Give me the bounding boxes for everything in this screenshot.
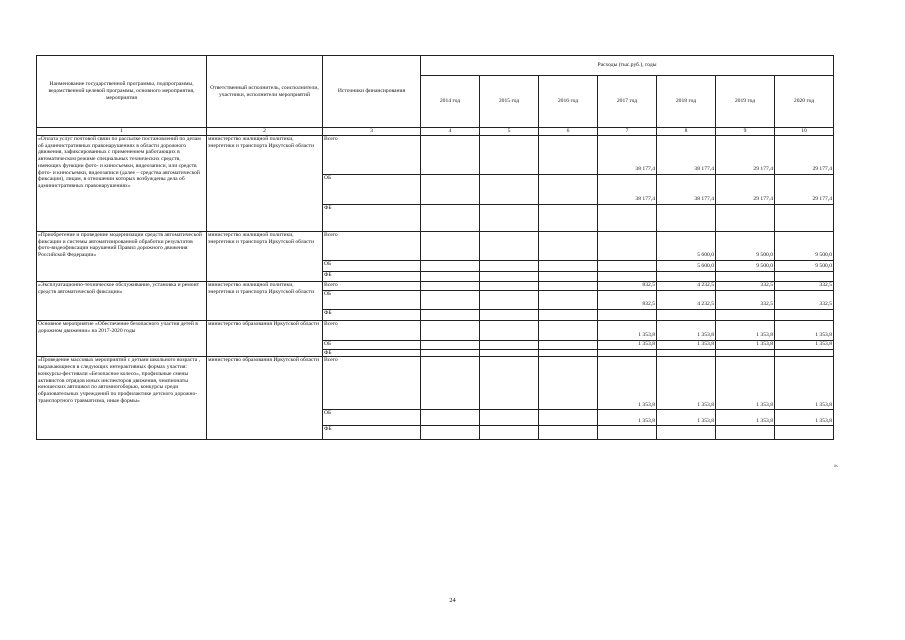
- executor-cell: министерство жилищной политики, энергетики и транспорта Иркутской области: [207, 232, 323, 282]
- amount-cell: [480, 136, 539, 175]
- amount-cell: [421, 410, 480, 426]
- amount-cell: [598, 261, 657, 272]
- header-program-name: Наименование государственной программы, подпрограммы, ведомственной целевой программы, основного мероприятия, мероприятия: [37, 56, 207, 128]
- amount-cell: [480, 272, 539, 282]
- amount-cell: 38 177,4: [657, 175, 716, 205]
- executor-cell: министерство жилищной политики, энергетики и транспорта Иркутской области: [207, 136, 323, 232]
- amount-cell: 1 353,8: [716, 357, 775, 410]
- amount-cell: [598, 310, 657, 321]
- amount-cell: [657, 205, 716, 232]
- amount-cell: [480, 175, 539, 205]
- amount-cell: [421, 272, 480, 282]
- program-name-cell: «Приобретение и проведение модернизации средств автоматической фиксации и системы автоматизированной обработки результатов фото-видеофиксации нарушений Правил дорожного движения Российской Федерации»: [37, 232, 207, 282]
- column-index: 6: [539, 128, 598, 136]
- amount-cell: [480, 321, 539, 341]
- amount-cell: 5 600,0: [657, 232, 716, 261]
- column-index: 1: [37, 128, 207, 136]
- amount-cell: 1 353,8: [775, 410, 834, 426]
- funding-source-cell: ФБ: [323, 272, 421, 282]
- program-name-cell: «Проведение массовых мероприятий с детьми школьного возраста , выражающиеся в следующих интерактивных формах участия: конкурсы-фестивали «Безопасное колесо», профильные смены активистов отрядов юных инспекторов движения, чемпионаты юношеских автошкол по автомногоборью, конкурсы среди образовательных учреждений по профилактике детского дорожно-транспортного травматизма, иные формы»: [37, 357, 207, 440]
- amount-cell: [539, 175, 598, 205]
- funding-source-cell: Всего: [323, 321, 421, 341]
- amount-cell: [539, 261, 598, 272]
- amount-cell: 1 353,8: [657, 357, 716, 410]
- amount-cell: 332,5: [716, 282, 775, 291]
- amount-cell: [421, 357, 480, 410]
- budget-table: [36, 55, 834, 440]
- amount-cell: [539, 232, 598, 261]
- amount-cell: [480, 357, 539, 410]
- amount-cell: [598, 349, 657, 357]
- amount-cell: 1 353,8: [598, 341, 657, 350]
- funding-source-cell: Всего: [323, 136, 421, 175]
- funding-source-cell: ОБ: [323, 341, 421, 350]
- amount-cell: [480, 291, 539, 310]
- header-year: 2019 год: [716, 76, 775, 128]
- amount-cell: 1 353,8: [775, 341, 834, 350]
- amount-cell: 38 177,4: [598, 136, 657, 175]
- amount-cell: [480, 261, 539, 272]
- column-index: 9: [716, 128, 775, 136]
- program-name-cell: Основное мероприятие «Обеспечение безопасного участия детей в дорожном движении» на 2017-2020 годы: [37, 321, 207, 357]
- amount-cell: [775, 426, 834, 440]
- amount-cell: [421, 341, 480, 350]
- amount-cell: [716, 310, 775, 321]
- amount-cell: 1 353,8: [657, 410, 716, 426]
- funding-source-cell: ОБ: [323, 291, 421, 310]
- amount-cell: [775, 310, 834, 321]
- amount-cell: 832,5: [598, 282, 657, 291]
- amount-cell: 1 353,8: [657, 341, 716, 350]
- amount-cell: 9 500,0: [775, 232, 834, 261]
- funding-source-cell: ОБ: [323, 175, 421, 205]
- amount-cell: [480, 310, 539, 321]
- amount-cell: [539, 136, 598, 175]
- executor-cell: министерство образования Иркутской области: [207, 357, 323, 440]
- amount-cell: 1 353,8: [598, 321, 657, 341]
- amount-cell: 5 600,0: [657, 261, 716, 272]
- amount-cell: [421, 205, 480, 232]
- executor-cell: министерство образования Иркутской области: [207, 321, 323, 357]
- amount-cell: 1 353,8: [716, 341, 775, 350]
- table-row: [37, 282, 834, 291]
- amount-cell: 9 500,0: [716, 261, 775, 272]
- funding-source-cell: ФБ: [323, 426, 421, 440]
- table-row: [37, 321, 834, 341]
- amount-cell: [775, 272, 834, 282]
- amount-cell: 29 177,4: [775, 175, 834, 205]
- header-year: 2014 год: [421, 76, 480, 128]
- amount-cell: [657, 426, 716, 440]
- funding-source-cell: Всего: [323, 232, 421, 261]
- amount-cell: [775, 205, 834, 232]
- amount-cell: [539, 205, 598, 232]
- amount-cell: [539, 321, 598, 341]
- amount-cell: [598, 232, 657, 261]
- amount-cell: [480, 349, 539, 357]
- amount-cell: [539, 349, 598, 357]
- header-executor: Ответственный исполнитель, соисполнители, участники, исполнители мероприятий: [207, 56, 323, 128]
- amount-cell: [480, 282, 539, 291]
- amount-cell: 9 500,0: [716, 232, 775, 261]
- column-index: 5: [480, 128, 539, 136]
- amount-cell: [539, 291, 598, 310]
- column-index: 7: [598, 128, 657, 136]
- amount-cell: 832,5: [598, 291, 657, 310]
- funding-source-cell: ФБ: [323, 349, 421, 357]
- amount-cell: [539, 357, 598, 410]
- funding-source-cell: Всего: [323, 282, 421, 291]
- amount-cell: 1 353,8: [598, 410, 657, 426]
- amount-cell: [480, 410, 539, 426]
- amount-cell: [716, 349, 775, 357]
- table-row: [37, 232, 834, 261]
- amount-cell: [539, 272, 598, 282]
- amount-cell: [421, 261, 480, 272]
- funding-source-cell: ФБ: [323, 310, 421, 321]
- amount-cell: [657, 310, 716, 321]
- funding-source-cell: ОБ: [323, 410, 421, 426]
- amount-cell: [480, 232, 539, 261]
- header-funding-source: Источники финансирования: [323, 56, 421, 128]
- header-year: 2016 год: [539, 76, 598, 128]
- column-index: 3: [323, 128, 421, 136]
- amount-cell: [716, 205, 775, 232]
- amount-cell: 1 353,8: [716, 410, 775, 426]
- amount-cell: [421, 232, 480, 261]
- amount-cell: [539, 341, 598, 350]
- table-row: [37, 357, 834, 410]
- header-year: 2017 год: [598, 76, 657, 128]
- amount-cell: 38 177,4: [657, 136, 716, 175]
- amount-cell: 1 353,8: [657, 321, 716, 341]
- program-name-cell: «Оплата услуг почтовой связи по рассылке постановлений по делам об административных правонарушениях в области дорожного движения, зафиксированных с применением работающих в автоматическом режиме специальных технических средств, имеющих функции фото- и киносъемки, видеозаписи, или средств фото- и киносъемки, видеозаписи (далее – средства автоматической фиксации), лицам, в отношении которых возбуждены дела об административных правонарушениях»: [37, 136, 207, 232]
- header-year: 2018 год: [657, 76, 716, 128]
- amount-cell: [421, 310, 480, 321]
- header-year: 2015 год: [480, 76, 539, 128]
- amount-cell: [716, 426, 775, 440]
- amount-cell: 1 353,8: [716, 321, 775, 341]
- amount-cell: [716, 272, 775, 282]
- amount-cell: 4 232,5: [657, 282, 716, 291]
- page-number: 24: [449, 597, 456, 604]
- column-index: 8: [657, 128, 716, 136]
- closing-quote: ».: [834, 463, 839, 469]
- amount-cell: [480, 426, 539, 440]
- amount-cell: [421, 349, 480, 357]
- funding-source-cell: Всего: [323, 357, 421, 410]
- header-year: 2020 год: [775, 76, 834, 128]
- amount-cell: 9 500,0: [775, 261, 834, 272]
- amount-cell: 332,5: [775, 282, 834, 291]
- amount-cell: 38 177,4: [598, 175, 657, 205]
- amount-cell: [539, 426, 598, 440]
- header-expenses: Расходы (тыс.руб.), годы: [421, 56, 834, 76]
- amount-cell: [480, 205, 539, 232]
- amount-cell: [657, 349, 716, 357]
- amount-cell: [539, 310, 598, 321]
- amount-cell: [421, 426, 480, 440]
- executor-cell: министерство жилищной политики, энергетики и транспорта Иркутской области: [207, 282, 323, 321]
- amount-cell: [539, 282, 598, 291]
- amount-cell: 29 177,4: [775, 136, 834, 175]
- amount-cell: 1 353,8: [775, 321, 834, 341]
- amount-cell: [421, 321, 480, 341]
- amount-cell: 4 232,5: [657, 291, 716, 310]
- funding-source-cell: ОБ: [323, 261, 421, 272]
- column-index: 4: [421, 128, 480, 136]
- amount-cell: 332,5: [716, 291, 775, 310]
- amount-cell: [421, 282, 480, 291]
- amount-cell: [775, 349, 834, 357]
- amount-cell: [539, 410, 598, 426]
- amount-cell: 1 353,8: [598, 357, 657, 410]
- amount-cell: [598, 426, 657, 440]
- amount-cell: [421, 175, 480, 205]
- column-index: 10: [775, 128, 834, 136]
- amount-cell: 29 177,4: [716, 175, 775, 205]
- table-row: [37, 136, 834, 175]
- amount-cell: 29 177,4: [716, 136, 775, 175]
- amount-cell: [421, 136, 480, 175]
- amount-cell: [598, 205, 657, 232]
- funding-source-cell: ФБ: [323, 205, 421, 232]
- amount-cell: [480, 341, 539, 350]
- amount-cell: 1 353,8: [775, 357, 834, 410]
- amount-cell: [657, 272, 716, 282]
- amount-cell: [421, 291, 480, 310]
- amount-cell: 332,5: [775, 291, 834, 310]
- column-index: 2: [207, 128, 323, 136]
- program-name-cell: «Эксплуатационно-техническое обслуживание, установка и ремонт средств автоматической фиксации»: [37, 282, 207, 321]
- amount-cell: [598, 272, 657, 282]
